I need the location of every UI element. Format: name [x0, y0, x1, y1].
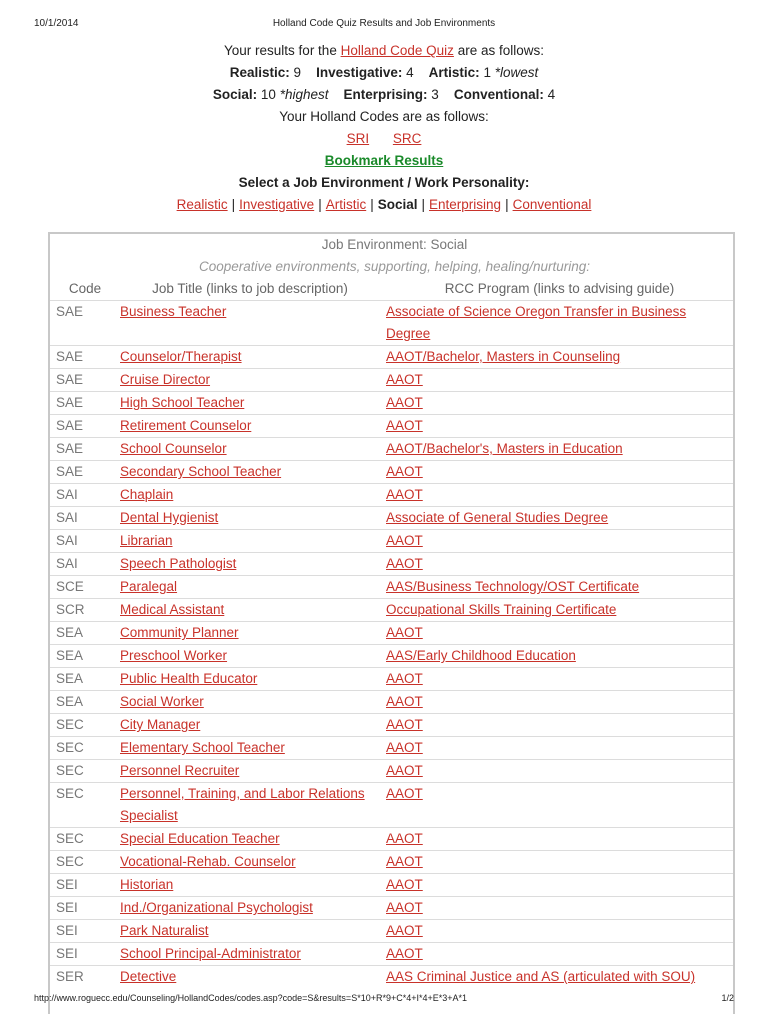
job-title-link[interactable]: Paralegal — [120, 579, 178, 594]
select-prompt: Select a Job Environment / Work Personality: — [238, 175, 530, 190]
env-separator: | — [318, 197, 322, 212]
holland-code-cell: SAE — [50, 346, 114, 369]
table-row — [50, 714, 733, 737]
job-title-cell — [114, 576, 380, 599]
holland-code-cell: SEC — [50, 760, 114, 783]
program-cell — [380, 599, 733, 622]
column-header-job: Job Title (links to job description) — [152, 281, 348, 296]
program-cell — [380, 943, 733, 966]
job-title-link[interactable]: Librarian — [120, 533, 173, 548]
program-link[interactable]: AAOT/Bachelor, Masters in Counseling — [386, 349, 621, 364]
program-link[interactable]: AAOT — [386, 717, 423, 732]
job-title-cell — [114, 737, 380, 760]
table-row — [50, 668, 733, 691]
table-row — [50, 783, 733, 828]
job-environment-table — [48, 232, 735, 1014]
holland-code-cell: SAE — [50, 438, 114, 461]
job-title-cell — [114, 599, 380, 622]
job-title-cell — [114, 714, 380, 737]
social-score: 10 — [260, 87, 276, 102]
program-link[interactable]: AAOT — [386, 923, 423, 938]
job-title-cell — [114, 553, 380, 576]
job-title-link[interactable]: Public Health Educator — [120, 671, 258, 686]
job-title-cell — [114, 415, 380, 438]
print-page: 1/2 — [721, 993, 734, 1003]
table-row — [50, 760, 733, 783]
print-url: http://www.roguecc.edu/Counseling/HollandCodes/codes.asp?code=S&results=S*10+R*9+C*4+I*4+E*3+A*1 — [34, 993, 468, 1003]
holland-code-cell: SCR — [50, 599, 114, 622]
job-title-link[interactable]: Retirement Counselor — [120, 418, 252, 433]
job-title-cell — [114, 691, 380, 714]
holland-code-cell: SAE — [50, 369, 114, 392]
program-link[interactable]: AAOT — [386, 418, 423, 433]
job-title-link[interactable]: High School Teacher — [120, 395, 245, 410]
program-link[interactable]: AAOT/Bachelor's, Masters in Education — [386, 441, 623, 456]
job-title-link[interactable]: Medical Assistant — [120, 602, 225, 617]
table-row — [50, 415, 733, 438]
print-title: Holland Code Quiz Results and Job Environments — [272, 18, 496, 29]
job-title-link[interactable]: Chaplain — [120, 487, 174, 502]
program-link[interactable]: Associate of Science Oregon Transfer in Business Degree — [386, 304, 687, 341]
scores-line-2: Social: 10 *highest Enterprising: 3 Conventional: 4 — [212, 87, 556, 102]
job-title-link[interactable]: Speech Pathologist — [120, 556, 237, 571]
table-row — [50, 874, 733, 897]
job-title-link[interactable]: Ind./Organizational Psychologist — [120, 900, 313, 915]
holland-code-cell: SEI — [50, 920, 114, 943]
program-link[interactable]: AAS Criminal Justice and AS (articulated with SOU) — [386, 969, 696, 984]
program-link[interactable]: AAOT — [386, 740, 423, 755]
env-separator: | — [505, 197, 509, 212]
table-row — [50, 301, 733, 346]
program-cell — [380, 668, 733, 691]
program-cell — [380, 392, 733, 415]
job-title-cell — [114, 897, 380, 920]
program-cell — [380, 966, 733, 989]
holland-code-cell: SAE — [50, 415, 114, 438]
job-title-link[interactable]: Special Education Teacher — [120, 831, 280, 846]
job-title-link[interactable]: Community Planner — [120, 625, 239, 640]
table-row — [50, 530, 733, 553]
job-title-cell — [114, 851, 380, 874]
holland-code-cell: SAE — [50, 301, 114, 346]
print-date: 10/1/2014 — [34, 18, 79, 29]
program-cell — [380, 301, 733, 346]
holland-code-cell: SAE — [50, 461, 114, 484]
holland-quiz-link[interactable]: Holland Code Quiz — [340, 43, 454, 58]
table-caption: Job Environment: Social — [321, 237, 468, 252]
program-cell — [380, 553, 733, 576]
program-link[interactable]: Associate of General Studies Degree — [386, 510, 609, 525]
env-separator: | — [231, 197, 236, 212]
holland-code-cell: SEC — [50, 783, 114, 828]
column-header-code: Code — [68, 281, 102, 296]
holland-code-cell: SCE — [50, 576, 114, 599]
program-link[interactable]: AAOT — [386, 854, 423, 869]
table-row — [50, 943, 733, 966]
job-title-link[interactable]: Elementary School Teacher — [120, 740, 285, 755]
job-title-link[interactable]: School Principal-Administrator — [120, 946, 301, 961]
env-separator: | — [421, 197, 426, 212]
program-link[interactable]: AAOT — [386, 372, 423, 387]
env-link-conventional[interactable]: Conventional — [512, 197, 592, 212]
bookmark-results-link[interactable]: Bookmark Results — [324, 153, 444, 168]
job-title-cell — [114, 392, 380, 415]
job-title-cell — [114, 783, 380, 828]
job-title-link[interactable]: Historian — [120, 877, 174, 892]
table-row — [50, 461, 733, 484]
table-row — [50, 645, 733, 668]
results-summary — [0, 40, 768, 216]
program-cell — [380, 346, 733, 369]
holland-code-cell: SEA — [50, 645, 114, 668]
job-title-link[interactable]: Dental Hygienist — [120, 510, 219, 525]
table-row — [50, 599, 733, 622]
program-link[interactable]: AAOT — [386, 464, 423, 479]
holland-code-cell: SEA — [50, 622, 114, 645]
program-cell — [380, 920, 733, 943]
program-link[interactable]: AAOT — [386, 671, 423, 686]
program-cell — [380, 484, 733, 507]
holland-code-cell: SEI — [50, 874, 114, 897]
holland-code-cell: SAI — [50, 507, 114, 530]
program-cell — [380, 714, 733, 737]
table-row — [50, 392, 733, 415]
job-title-cell — [114, 484, 380, 507]
env-link-artistic[interactable]: Artistic — [325, 197, 367, 212]
program-link[interactable]: AAOT — [386, 900, 423, 915]
job-title-cell — [114, 943, 380, 966]
program-cell — [380, 622, 733, 645]
job-title-cell — [114, 920, 380, 943]
holland-code-cell: SAI — [50, 530, 114, 553]
print-footer — [34, 993, 734, 1003]
table-row — [50, 576, 733, 599]
job-title-cell — [114, 369, 380, 392]
holland-code-cell: SEA — [50, 668, 114, 691]
program-cell — [380, 828, 733, 851]
table-row — [50, 369, 733, 392]
holland-code-cell: SEC — [50, 851, 114, 874]
job-title-cell — [114, 645, 380, 668]
job-title-cell — [114, 507, 380, 530]
program-link[interactable]: AAOT — [386, 556, 423, 571]
table-row — [50, 828, 733, 851]
conventional-score: 4 — [547, 87, 556, 102]
holland-code-cell: SEI — [50, 943, 114, 966]
table-row — [50, 691, 733, 714]
table-row — [50, 966, 733, 989]
program-cell — [380, 645, 733, 668]
job-title-link[interactable]: Detective — [120, 969, 177, 984]
table-row — [50, 851, 733, 874]
program-cell — [380, 691, 733, 714]
program-link[interactable]: AAOT — [386, 694, 423, 709]
holland-code-cell: SEC — [50, 714, 114, 737]
job-title-link[interactable]: City Manager — [120, 717, 201, 732]
program-cell — [380, 783, 733, 828]
program-cell — [380, 760, 733, 783]
job-title-cell — [114, 301, 380, 346]
holland-code-cell: SAI — [50, 484, 114, 507]
program-cell — [380, 415, 733, 438]
table-row — [50, 484, 733, 507]
program-cell — [380, 461, 733, 484]
table-row — [50, 553, 733, 576]
investigative-score: 4 — [406, 65, 414, 80]
program-link[interactable]: Occupational Skills Training Certificate — [386, 602, 617, 617]
job-title-link[interactable]: Business Teacher — [120, 304, 227, 319]
job-title-link[interactable]: Personnel, Training, and Labor Relations Specialist — [120, 786, 365, 823]
program-cell — [380, 369, 733, 392]
job-title-link[interactable]: Vocational-Rehab. Counselor — [120, 854, 296, 869]
table-row — [50, 737, 733, 760]
program-cell — [380, 874, 733, 897]
env-link-enterprising[interactable]: Enterprising — [429, 197, 502, 212]
job-title-link[interactable]: Counselor/Therapist — [120, 349, 242, 364]
job-title-link[interactable]: Social Worker — [120, 694, 204, 709]
job-title-link[interactable]: Personnel Recruiter — [120, 763, 240, 778]
job-title-cell — [114, 874, 380, 897]
program-link[interactable]: AAS/Business Technology/OST Certificate — [386, 579, 640, 594]
code-link-sri[interactable]: SRI — [346, 131, 370, 146]
job-title-cell — [114, 346, 380, 369]
program-cell — [380, 530, 733, 553]
program-cell — [380, 897, 733, 920]
job-title-link[interactable]: Secondary School Teacher — [120, 464, 282, 479]
holland-code-cell: SEI — [50, 897, 114, 920]
program-cell — [380, 507, 733, 530]
env-link-realistic[interactable]: Realistic — [176, 197, 228, 212]
program-link[interactable]: AAOT — [386, 533, 423, 548]
column-header-program: RCC Program (links to advising guide) — [444, 281, 675, 296]
holland-code-cell: SEC — [50, 737, 114, 760]
table-row — [50, 346, 733, 369]
holland-code-cell: SAI — [50, 553, 114, 576]
program-link[interactable]: AAOT — [386, 877, 423, 892]
realistic-score: 9 — [293, 65, 302, 80]
holland-code-cell: SEC — [50, 828, 114, 851]
job-title-link[interactable]: School Counselor — [120, 441, 227, 456]
print-header — [34, 18, 734, 29]
table-row — [50, 438, 733, 461]
program-link[interactable]: AAOT — [386, 946, 423, 961]
scores-line-1: Realistic: 9 Investigative: 4 Artistic: 1 *lowest — [229, 65, 539, 80]
holland-code-cell: SAE — [50, 392, 114, 415]
table-row — [50, 507, 733, 530]
program-cell — [380, 737, 733, 760]
job-title-cell — [114, 668, 380, 691]
table-row — [50, 920, 733, 943]
results-intro: Your results for the Holland Code Quiz are as follows: — [224, 43, 544, 58]
table-description: Cooperative environments, supporting, helping, healing/nurturing: — [199, 259, 590, 274]
program-link[interactable]: AAOT — [386, 831, 423, 846]
job-title-link[interactable]: Preschool Worker — [120, 648, 228, 663]
program-cell — [380, 576, 733, 599]
program-cell — [380, 438, 733, 461]
codes-intro: Your Holland Codes are as follows: — [279, 109, 489, 124]
program-link[interactable]: AAOT — [386, 625, 423, 640]
table-row — [50, 622, 733, 645]
code-link-src[interactable]: SRC — [392, 131, 422, 146]
job-title-cell — [114, 461, 380, 484]
job-title-link[interactable]: Cruise Director — [120, 372, 211, 387]
environment-links — [0, 194, 768, 216]
job-title-link[interactable]: Park Naturalist — [120, 923, 209, 938]
env-link-investigative[interactable]: Investigative — [239, 197, 315, 212]
program-link[interactable]: AAOT — [386, 487, 423, 502]
job-title-cell — [114, 438, 380, 461]
job-title-cell — [114, 760, 380, 783]
program-cell — [380, 851, 733, 874]
env-link-social: Social — [377, 197, 418, 212]
program-link[interactable]: AAS/Early Childhood Education — [386, 648, 576, 663]
lowest-note: *lowest — [494, 65, 539, 80]
highest-note: *highest — [279, 87, 329, 102]
program-link[interactable]: AAOT — [386, 763, 423, 778]
program-link[interactable]: AAOT — [386, 786, 423, 801]
artistic-score: 1 — [483, 65, 491, 80]
holland-code-cell: SEA — [50, 691, 114, 714]
enterprising-score: 3 — [431, 87, 439, 102]
job-title-cell — [114, 828, 380, 851]
env-separator: | — [370, 197, 374, 212]
program-link[interactable]: AAOT — [386, 395, 423, 410]
table-row — [50, 897, 733, 920]
job-title-cell — [114, 530, 380, 553]
job-title-cell — [114, 966, 380, 989]
holland-codes — [0, 128, 768, 150]
job-title-cell — [114, 622, 380, 645]
holland-code-cell: SER — [50, 966, 114, 989]
